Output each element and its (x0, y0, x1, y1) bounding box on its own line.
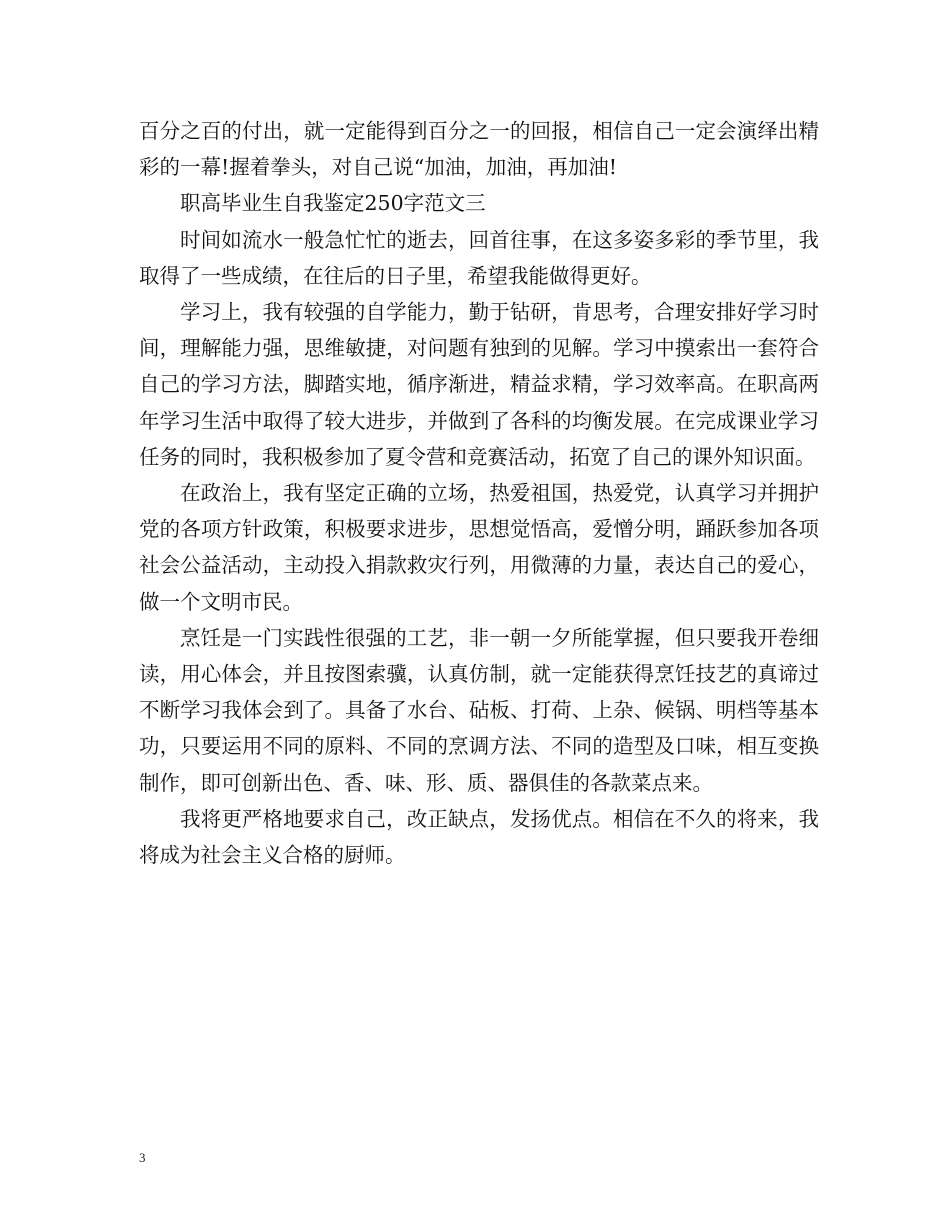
page-number: 3 (139, 1150, 146, 1165)
paragraph-conclusion: 我将更严格地要求自己，改正缺点，发扬优点。相信在不久的将来，我将成为社会主义合格的厨师。 (139, 806, 819, 868)
paragraph-politics: 在政治上，我有坚定正确的立场，热爱祖国，热爱党，认真学习并拥护党的各项方针政策，积极要求进步，思想觉悟高，爱憎分明，踊跃参加各项社会公益活动，主动投入捐款救灾行列，用微薄的力量，表达自己的爱心，做一个文明市民。 (139, 481, 819, 614)
paragraph-intro: 时间如流水一般急忙忙的逝去，回首往事，在这多姿多彩的季节里，我取得了一些成绩，在往后的日子里，希望我能做得更好。 (139, 227, 819, 288)
paragraph-continuation: 百分之百的付出，就一定能得到百分之一的回报，相信自己一定会演绎出精彩的一幕!握着拳头，对自己说“加油，加油，再加油! (139, 119, 819, 180)
section-heading: 职高毕业生自我鉴定250字范文三 (180, 191, 486, 216)
paragraph-cooking: 烹饪是一门实践性很强的工艺，非一朝一夕所能掌握，但只要我开卷细读，用心体会，并且按图索骥，认真仿制，就一定能获得烹饪技艺的真谛过不断学习我体会到了。具备了水台、砧板、打荷、上杂、候锅、明档等基本功，只要运用不同的原料、不同的烹调方法、不同的造型及口味，相互变换制作，即可创新出色、香、味、形、质、器俱佳的各款菜点来。 (139, 625, 819, 795)
paragraph-study: 学习上，我有较强的自学能力，勤于钻研，肯思考，合理安排好学习时间，理解能力强，思维敏捷，对问题有独到的见解。学习中摸索出一套符合自己的学习方法，脚踏实地，循序渐进，精益求精，学习效率高。在职高两年学习生活中取得了较大进步，并做到了各科的均衡发展。在完成课业学习任务的同时，我积极参加了夏令营和竞赛活动，拓宽了自己的课外知识面。 (139, 300, 819, 469)
document-body (139, 113, 819, 873)
